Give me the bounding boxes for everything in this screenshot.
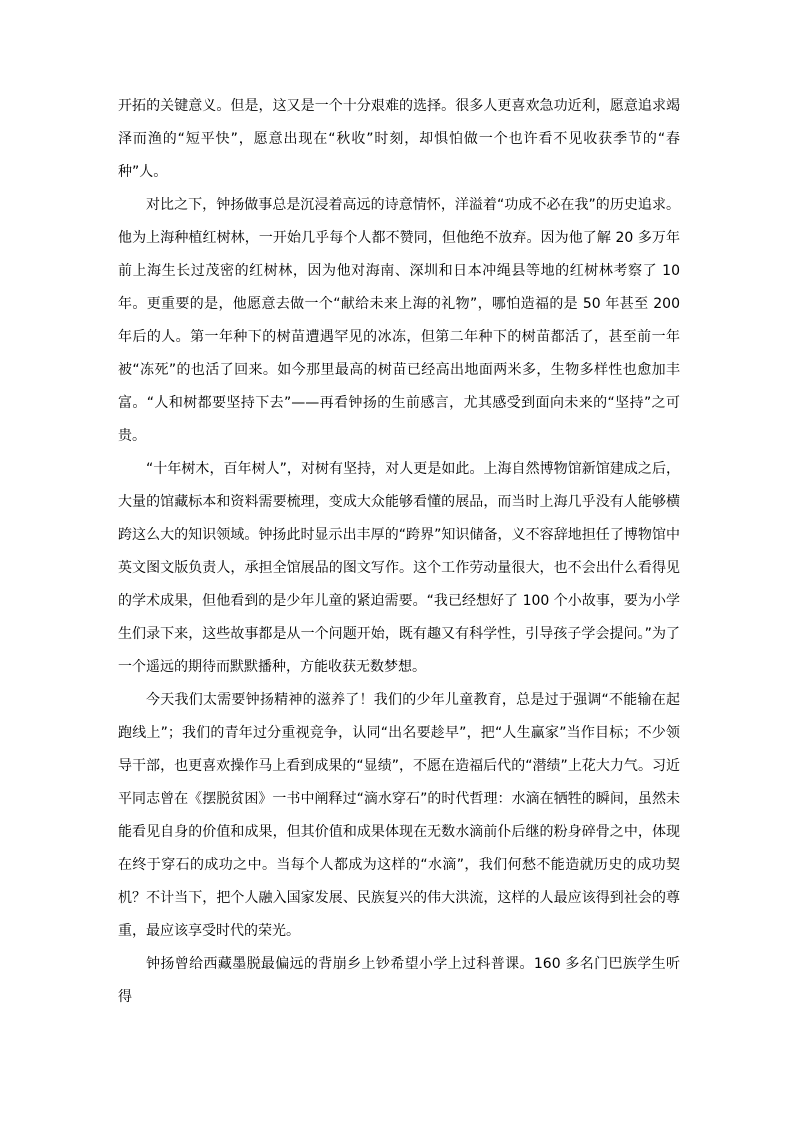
document-page (118, 90, 680, 1014)
paragraph-2: 对比之下，钟扬做事总是沉浸着高远的诗意情怀，洋溢着“功成不必在我”的历史追求。他为上海种植红树林，一开始几乎每个人都不赞同，但他绝不放弃。因为他了解 20 多万年前上海生长过茂密的红树林，因为他对海南、深圳和日本冲绳县等地的红树林考察了 10 年。更重要的是，他愿意去做一个“献给未来上海的礼物”，哪怕造福的是 50 年甚至 200 年后的人。第一年种下的树苗遭遇罕见的冰冻，但第二年种下的树苗都活了，甚至前一年被“冻死”的也活了回来。如今那里最高的树苗已经高出地面两米多，生物多样性也愈加丰富。“人和树都要坚持下去”——再看钟扬的生前感言，尤其感受到面向未来的“坚持”之可贵。 (118, 197, 680, 444)
paragraph-3: “十年树木，百年树人”，对树有坚持，对人更是如此。上海自然博物馆新馆建成之后，大量的馆藏标本和资料需要梳理，变成大众能够看懂的展品，而当时上海几乎没有人能够横跨这么大的知识领域。钟扬此时显示出丰厚的“跨界”知识储备，义不容辞地担任了博物馆中英文图文版负责人，承担全馆展品的图文写作。这个工作劳动量很大，也不会出什么看得见的学术成果，但他看到的是少年儿童的紧迫需要。“我已经想好了 100 个小故事，要为小学生们录下来，这些故事都是从一个问题开始，既有趣又有科学性，引导孩子学会提问。”为了一个遥远的期待而默默播种，方能收获无数梦想。 (118, 461, 680, 675)
paragraph-1: 开拓的关键意义。但是，这又是一个十分艰难的选择。很多人更喜欢急功近利，愿意追求竭泽而渔的“短平快”，愿意出现在“秋收”时刻，却惧怕做一个也许看不见收获季节的“春种”人。 (118, 98, 680, 180)
paragraph-5: 钟扬曾给西藏墨脱最偏远的背崩乡上钞希望小学上过科普课。160 多名门巴族学生听得 (118, 956, 680, 1005)
paragraph-4: 今天我们太需要钟扬精神的滋养了！我们的少年儿童教育，总是过于强调“不能输在起跑线上”；我们的青年过分重视竞争，认同“出名要趁早”，把“人生赢家”当作目标；不少领导干部，也更喜欢操作马上看到成果的“显绩”，不愿在造福后代的“潜绩”上花大力气。习近平同志曾在《摆脱贫困》一书中阐释过“滴水穿石”的时代哲理：水滴在牺牲的瞬间，虽然未能看见自身的价值和成果，但其价值和成果体现在无数水滴前仆后继的粉身碎骨之中，体现在终于穿石的成功之中。当每个人都成为这样的“水滴”，我们何愁不能造就历史的成功契机？不计当下，把个人融入国家发展、民族复兴的伟大洪流，这样的人最应该得到社会的尊重，最应该享受时代的荣光。 (118, 692, 680, 939)
